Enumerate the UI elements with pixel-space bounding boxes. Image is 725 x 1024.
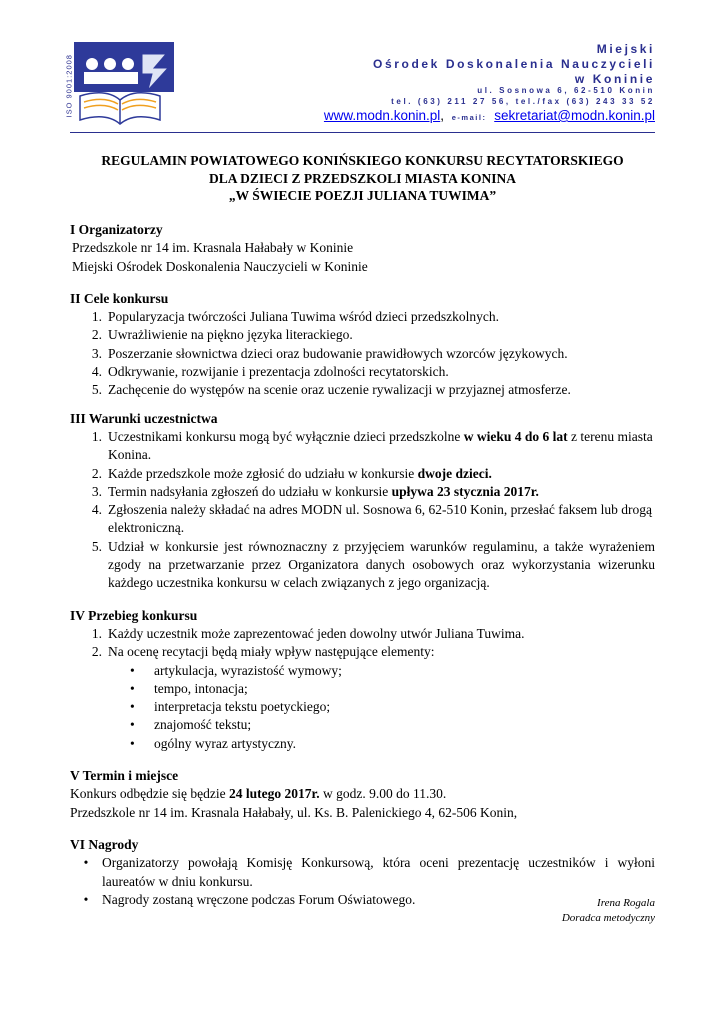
date-line: Konkurs odbędzie się będzie 24 lutego 2017r. w godz. 9.00 do 11.30. [70, 786, 447, 802]
org-name-line2: Ośrodek Doskonalenia Nauczycieli [373, 57, 655, 71]
criteria-item: • znajomość tekstu; [130, 717, 252, 733]
org-address: ul. Sosnowa 6, 62-510 Konin [477, 86, 655, 95]
header-divider [70, 132, 655, 133]
document-body [70, 221, 655, 909]
org-phone: tel. (63) 211 27 56, tel./fax (63) 243 33 52 [391, 97, 655, 106]
website-link[interactable]: www.modn.konin.pl [323, 108, 441, 123]
separator: , [440, 108, 444, 123]
list-item: 2. Uwrażliwienie na piękno języka literackiego. [91, 327, 353, 343]
title-line2: DLA DZIECI Z PRZEDSZKOLI MIASTA KONINA [209, 170, 516, 186]
criteria-item: • interpretacja tekstu poetyckiego; [130, 699, 331, 715]
iso-label: ISO 9001:2008 [64, 54, 74, 118]
org-name-line1: Miejski [596, 42, 655, 56]
criteria-item: • tempo, intonacja; [130, 680, 248, 696]
list-item: 2. Na ocenę recytacji będą miały wpływ następujące elementy: [91, 644, 435, 660]
list-item: 3. Poszerzanie słownictwa dzieci oraz budowanie prawidłowych wzorców językowych. [91, 345, 568, 361]
list-item: 2. Każde przedszkole może zgłosić do udziału w konkursie dwoje dzieci. [91, 465, 492, 481]
signature [562, 896, 655, 926]
org-name-line3: w Koninie [574, 72, 655, 86]
email-label: e-mail: [451, 113, 487, 122]
section-prizes-heading: VI Nagrody [70, 836, 139, 852]
section-organizers-heading: I Organizatorzy [70, 222, 163, 237]
modn-logo [62, 40, 182, 128]
email-link[interactable]: sekretariat@modn.konin.pl [494, 108, 655, 123]
list-item: 1. Popularyzacja twórczości Juliana Tuwima wśród dzieci przedszkolnych. [91, 309, 500, 325]
list-item: 5. Zachęcenie do występów na scenie oraz uczenie rywalizacji w przyjaznej atmosferze. [91, 382, 571, 398]
contact-links [324, 108, 655, 123]
signature-role: Doradca metodyczny [561, 912, 655, 924]
organizer-1: Przedszkole nr 14 im. Krasnala Hałabały w Koninie [72, 240, 354, 256]
section-date-heading: V Termin i miejsce [70, 768, 179, 784]
list-item: 4. Odkrywanie, rozwijanie i prezentacja zdolności recytatorskich. [91, 364, 449, 380]
signature-name: Irena Rogala [597, 897, 655, 909]
section-conditions-heading: III Warunki uczestnictwa [70, 410, 218, 426]
venue-line: Przedszkole nr 14 im. Krasnala Hałabały, ul. Ks. B. Palenickiego 4, 62-506 Konin, [70, 804, 518, 820]
list-item: 1. Każdy uczestnik może zaprezentować jeden dowolny utwór Juliana Tuwima. [91, 625, 525, 641]
title-line3: „W ŚWIECIE POEZJI JULIANA TUWIMA” [228, 188, 497, 203]
section-goals-heading: II Cele konkursu [70, 290, 169, 306]
list-item: 3. Termin nadsyłania zgłoszeń do udziału w konkursie upływa 23 stycznia 2017r. [91, 483, 539, 499]
list-item: 5. Udział w konkursie jest równoznaczny z przyjęciem warunków regulaminu, a także wyrażeniem zgody na przetwarzanie przez Organizatora danych osobowych oraz wykorzystania wizerunku każdego uczestnika konkursu w celach związanych z jego organizacją. [91, 538, 655, 591]
list-item: 4. Zgłoszenia należy składać na adres MODN ul. Sosnowa 6, 62-510 Konin, przesłać faksem lub drogą elektroniczną. [91, 502, 652, 536]
title-line1: REGULAMIN POWIATOWEGO KONIŃSKIEGO KONKURSU RECYTATORSKIEGO [101, 153, 624, 168]
section-procedure-heading: IV Przebieg konkursu [70, 607, 198, 623]
list-item: • Nagrody zostaną wręczone podczas Forum Oświatowego. [83, 891, 416, 907]
criteria-item: • ogólny wyraz artystyczny. [130, 735, 296, 751]
list-item: • Organizatorzy powołają Komisję Konkursową, która oceni prezentację uczestników i wyłoni laureatów w dniu konkursu. [83, 855, 655, 889]
criteria-item: • artykulacja, wyrazistość wymowy; [130, 662, 342, 678]
organizer-2: Miejski Ośrodek Doskonalenia Nauczycieli w Koninie [72, 258, 368, 274]
document-title [70, 152, 655, 205]
logo-graphic [62, 40, 182, 128]
list-item: 1. Uczestnikami konkursu mogą być wyłącznie dzieci przedszkolne w wieku 4 do 6 lat z terenu miasta Konina. [91, 428, 653, 463]
